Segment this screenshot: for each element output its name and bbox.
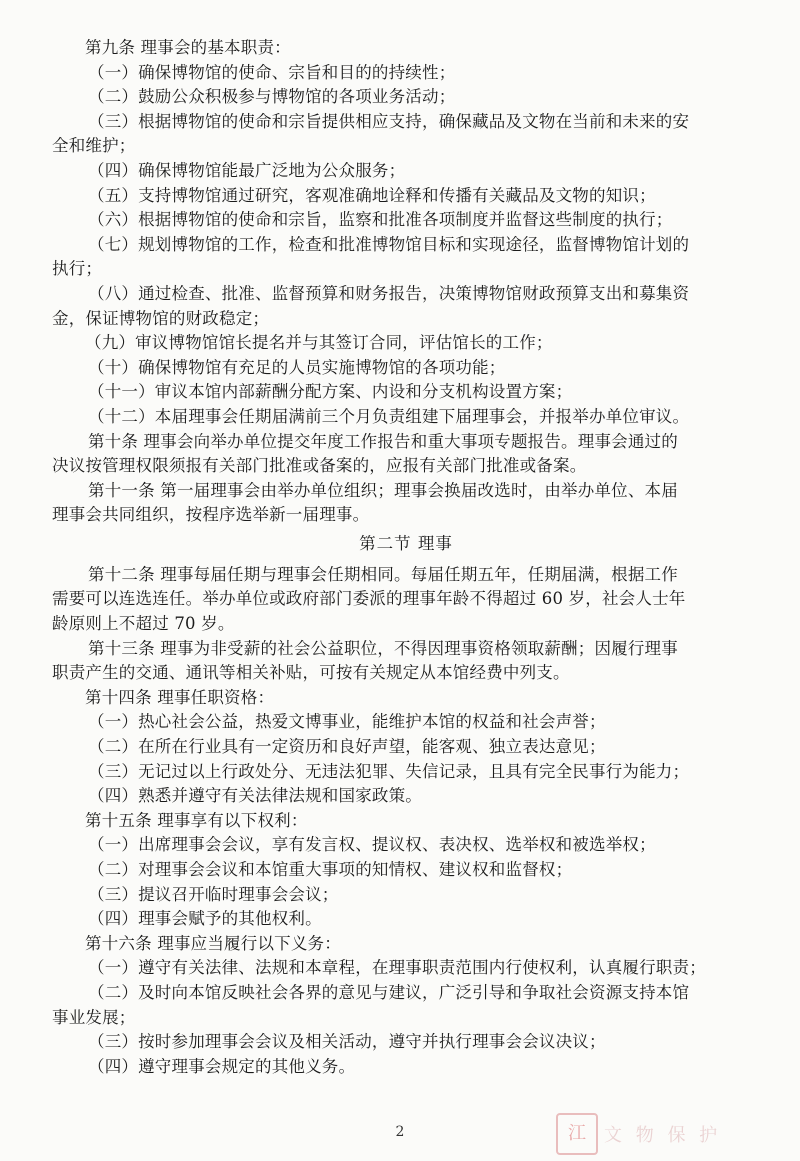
- text-line: 第九条 理事会的基本职责：: [85, 38, 291, 57]
- text-line: （二）及时向本馆反映社会各界的意见与建议，广泛引导和争取社会资源支持本馆: [88, 982, 690, 1002]
- watermark-text: 文 物 保 护: [604, 1125, 722, 1146]
- text-line: 全和维护；: [52, 136, 136, 156]
- text-line: （十）确保博物馆有充足的人员实施博物馆的各项功能；: [88, 357, 506, 377]
- text-line: 第十五条 理事享有以下权利：: [85, 810, 308, 830]
- text-line: （一）出席理事会会议，享有发言权、提议权、表决权、选举权和被选举权；: [88, 835, 656, 855]
- watermark-seal-icon: 江: [556, 1113, 598, 1155]
- text-line: 龄原则上不超过 70 岁。: [52, 614, 235, 634]
- text-line: （四）理事会赋予的其他权利。: [88, 909, 322, 929]
- text-line: 决议按管理权限须报有关部门批准或备案的，应报有关部门批准或备案。: [52, 456, 587, 476]
- text-line: （四）熟悉并遵守有关法律法规和国家政策。: [88, 786, 422, 806]
- text-line: （一）确保博物馆的使命、宗旨和目的的持续性；: [88, 62, 456, 82]
- page-number: 2: [395, 1124, 405, 1140]
- text-line: 第十二条 理事每届任期与理事会任期相同。每届任期五年，任期届满，根据工作: [88, 564, 678, 584]
- text-line: （三）根据博物馆的使命和宗旨提供相应支持，确保藏品及文物在当前和未来的安: [88, 111, 690, 131]
- text-line: （二）鼓励公众积极参与博物馆的各项业务活动；: [88, 87, 456, 107]
- article-block-council-duties: [52, 36, 760, 528]
- text-line: （一）热心社会公益，热爱文博事业，能维护本馆的权益和社会声誉；: [88, 712, 606, 732]
- document-page: [52, 36, 760, 1079]
- text-line: （八）通过检查、批准、监督预算和财务报告，决策博物馆财政预算支出和募集资: [88, 283, 690, 303]
- text-line: （十一）审议本馆内部薪酬分配方案、内设和分支机构设置方案；: [88, 382, 573, 402]
- text-line: （三）按时参加理事会会议及相关活动，遵守并执行理事会会议决议；: [88, 1032, 606, 1052]
- section-title: 第二节 理事: [359, 533, 453, 553]
- text-line: （三）提议召开临时理事会会议；: [88, 884, 339, 904]
- text-line: （一）遵守有关法律、法规和本章程，在理事职责范围内行使权利，认真履行职责；: [88, 958, 706, 978]
- text-line: 理事会共同组织，按程序选举新一届理事。: [52, 505, 370, 525]
- text-line: （九）审议博物馆馆长提名并与其签订合同，评估馆长的工作；: [85, 333, 553, 353]
- text-line: （六）根据博物馆的使命和宗旨，监察和批准各项制度并监督这些制度的执行；: [88, 210, 673, 230]
- text-line: （五）支持博物馆通过研究，客观准确地诠释和传播有关藏品及文物的知识；: [88, 185, 656, 205]
- text-line: （三）无记过以上行政处分、无违法犯罪、失信记录，且具有完全民事行为能力；: [88, 761, 690, 781]
- text-line: 金，保证博物馆的财政稳定；: [52, 308, 270, 328]
- text-line: 第十一条 第一届理事会由举办单位组织；理事会换届改选时，由举办单位、本届: [88, 480, 678, 500]
- text-line: （二）在所在行业具有一定资历和良好声望，能客观、独立表达意见；: [88, 737, 606, 757]
- text-line: （四）遵守理事会规定的其他义务。: [88, 1056, 356, 1076]
- text-line: （十二）本届理事会任期届满前三个月负责组建下届理事会，并报举办单位审议。: [88, 406, 690, 426]
- text-line: 事业发展；: [52, 1007, 136, 1027]
- text-line: 职责产生的交通、通讯等相关补贴，可按有关规定从本馆经费中列支。: [52, 663, 570, 683]
- text-line: 第十三条 理事为非受薪的社会公益职位，不得因理事资格领取薪酬；因履行理事: [88, 638, 678, 658]
- text-line: 第十六条 理事应当履行以下义务：: [85, 933, 341, 953]
- article-block-directors: [52, 563, 760, 1079]
- text-line: 执行；: [52, 259, 103, 279]
- text-line: （二）对理事会会议和本馆重大事项的知情权、建议权和监督权；: [88, 860, 573, 879]
- text-line: 第十四条 理事任职资格：: [85, 687, 275, 707]
- text-line: （四）确保博物馆能最广泛地为公众服务；: [88, 160, 406, 180]
- text-line: （七）规划博物馆的工作，检查和批准博物馆目标和实现途径，监督博物馆计划的: [88, 234, 690, 254]
- watermark-logo: [556, 1111, 786, 1153]
- text-line: 需要可以连选连任。举办单位或政府部门委派的理事年龄不得超过 60 岁，社会人士年: [52, 589, 686, 609]
- text-line: 第十条 理事会向举办单位提交年度工作报告和重大事项专题报告。理事会通过的: [88, 431, 678, 451]
